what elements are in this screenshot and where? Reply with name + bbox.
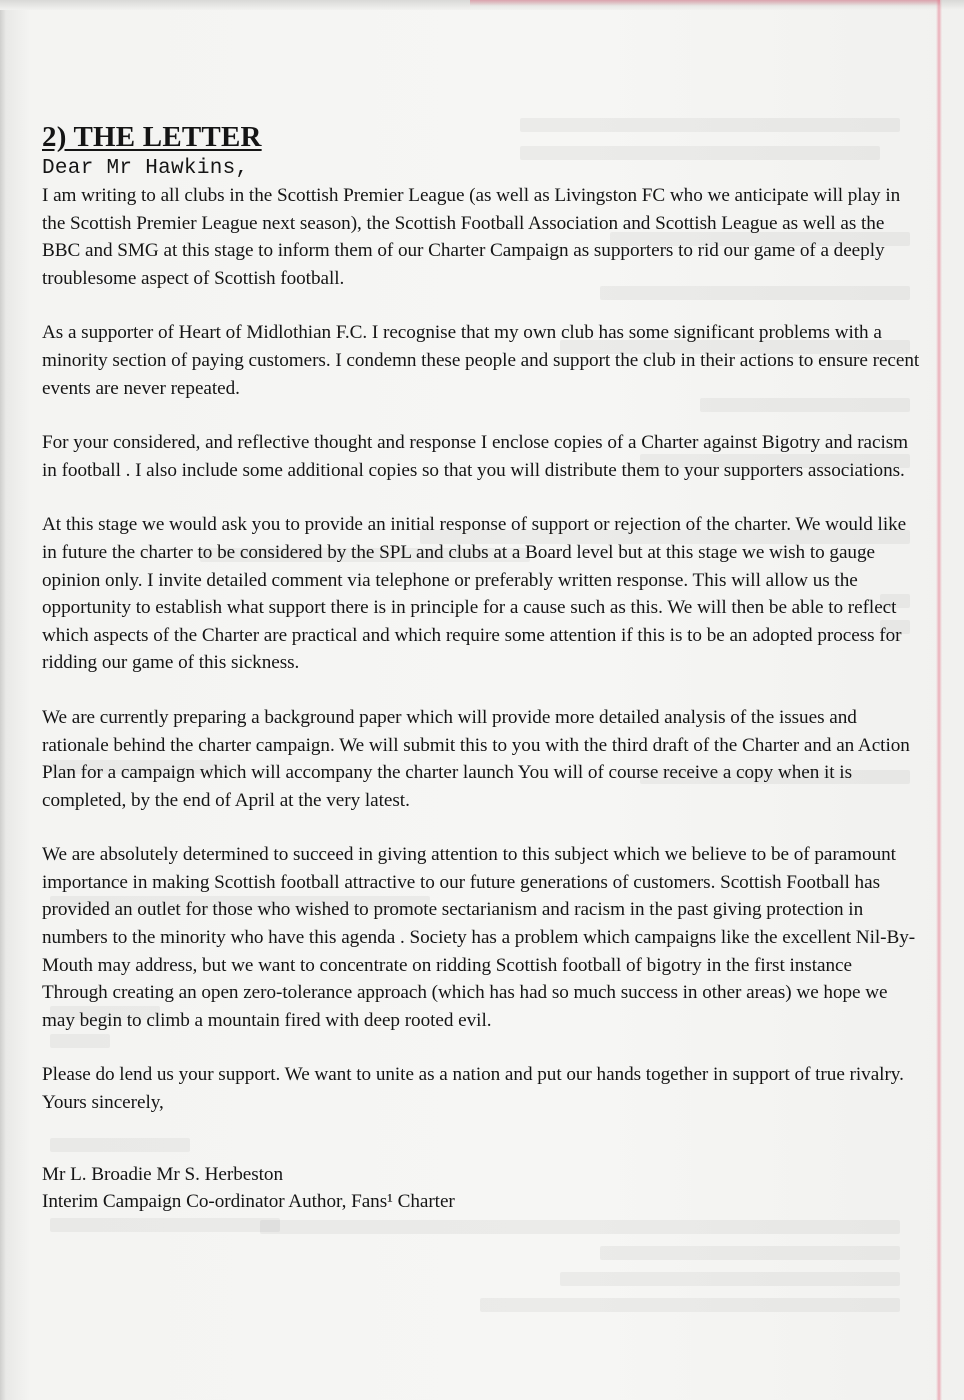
paragraph-support-request: Please do lend us your support. We want to unite as a nation and put our hands together in support of true rivalry. [42,1064,904,1086]
signatories: Mr L. Broadie Mr S. Herbeston [42,1163,284,1185]
paragraph-initial-response: At this stage we would ask you to provide an initial response of support or rejection of the charter. We would like in future the charter to be considered by the SPL and clubs at a Board level but at this stage we wish to gauge opinion only. I invite detailed comment via telephone or preferably written response. This will allow us the opportunity to establish what support there is in principle for a cause such as this. We will then be able to reflect which aspects of the Charter are practical and which require some attention if this is to be an adopted process for ridding our game of this sickness. [42,514,907,674]
paragraph-charter-copies: For your considered, and reflective thought and response I enclose copies of a Charter against Bigotry and racism in football . I also include some additional copies so that you will distribute them to your supporters associations. [42,432,909,481]
paragraph-determination: We are absolutely determined to succeed in giving attention to this subject which we believe to be of paramount importance in making Scottish football attractive to our future generations of customers. Scottish Football has provided an outlet for those who wished to promote sectarianism and racism in the past giving protection in numbers to the minority who have this agenda . Society has a problem which campaigns like the excellent Nil-By-Mouth may address, but we want to concentrate on ridding Scottish football of bigotry in the first instance Through creating an open zero-tolerance approach (which has had so much success in other areas) we hope we may begin to climb a mountain fired with deep rooted evil. [42,844,916,1031]
paragraph-clubs-notified: I am writing to all clubs in the Scottish Premier League (as well as Livingston FC who we anticipate will play in the Scottish Premier League next season), the Scottish Football Association and Scottish League as well as the BBC and SMG at this stage to inform them of our Charter Campaign as supporters to rid our game of a deeply troublesome aspect of Scottish football. [42,185,901,289]
page-fold-edge [936,0,942,1400]
salutation: Dear Mr Hawkins, [42,157,249,180]
page-tint-top [470,0,940,6]
signatory-roles: Interim Campaign Co-ordinator Author, Fans¹ Charter [42,1191,455,1213]
section-heading: 2) THE LETTER [42,121,262,153]
paragraph-hearts-supporter: As a supporter of Heart of Midlothian F.C. I recognise that my own club has some significant problems with a minority section of paying customers. I condemn these people and support the club in their actions to ensure recent events are never repeated. [42,322,920,399]
paragraph-background-paper: We are currently preparing a background paper which will provide more detailed analysis of the issues and rationale behind the charter campaign. We will submit this to you with the third draft of the Charter and an Action Plan for a campaign which will accompany the charter launch You will of course receive a copy when it is completed, by the end of April at the very latest. [42,706,910,811]
closing: Yours sincerely, [42,1092,164,1114]
page-edge-left [0,0,6,1400]
letter-body [42,120,922,1216]
